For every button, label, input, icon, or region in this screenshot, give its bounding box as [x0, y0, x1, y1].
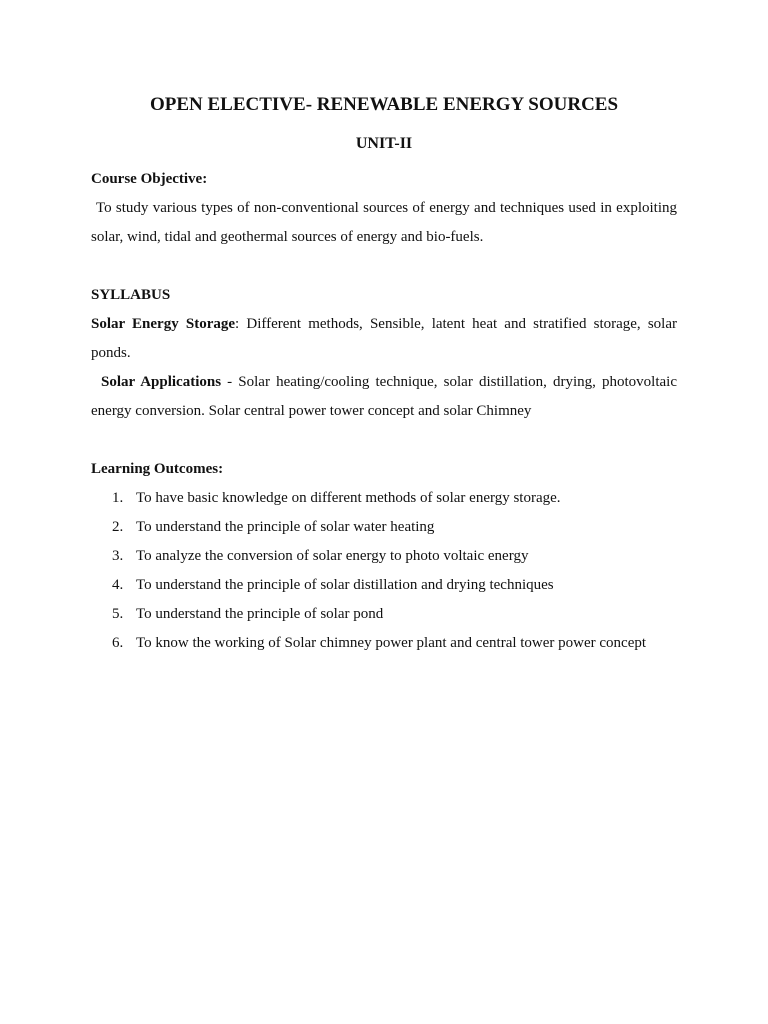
document-title: OPEN ELECTIVE- RENEWABLE ENERGY SOURCES	[149, 94, 619, 115]
list-item	[91, 629, 677, 658]
syllabus-item-term: Solar Applications	[101, 374, 222, 390]
list-item-text: To understand the principle of solar distillation and drying techniques	[136, 577, 554, 593]
learning-outcomes-list	[91, 484, 677, 658]
list-item	[91, 600, 677, 629]
list-item-text: To understand the principle of solar water heating	[136, 519, 435, 535]
list-item	[91, 571, 677, 600]
course-objective-heading: Course Objective:	[91, 171, 208, 187]
learning-outcomes-heading: Learning Outcomes:	[91, 461, 224, 477]
list-item-text: To analyze the conversion of solar energy to photo voltaic energy	[136, 548, 529, 564]
list-item-text: To have basic knowledge on different methods of solar energy storage.	[136, 490, 561, 506]
list-item-number: 6.	[112, 635, 124, 651]
unit-heading: UNIT-II	[355, 135, 413, 152]
syllabus-item	[91, 310, 677, 368]
list-item-number: 5.	[112, 606, 124, 622]
list-item-number: 3.	[112, 548, 124, 564]
list-item-number: 1.	[112, 490, 124, 506]
list-item-number: 2.	[112, 519, 124, 535]
spacer	[91, 426, 677, 455]
syllabus-item	[91, 368, 677, 426]
list-item-number: 4.	[112, 577, 124, 593]
syllabus-item-text: - Solar heating/cooling technique, solar distillation, drying, photovoltaic energy conversion. Solar central power tower concept and solar Chimney	[91, 374, 678, 419]
list-item-text: To know the working of Solar chimney power plant and central tower power concept	[136, 635, 647, 651]
syllabus-item-text: : Different methods, Sensible, latent heat and stratified storage, solar ponds.	[91, 316, 677, 361]
list-item	[91, 542, 677, 571]
list-item-text: To understand the principle of solar pond	[136, 606, 384, 622]
course-objective-text: To study various types of non-conventional sources of energy and techniques used in exploiting solar, wind, tidal and geothermal sources of energy and bio-fuels.	[91, 200, 677, 245]
list-item	[91, 513, 677, 542]
syllabus-heading: SYLLABUS	[91, 287, 171, 303]
document-body	[91, 165, 677, 658]
spacer	[91, 252, 677, 281]
syllabus-item-term: Solar Energy Storage	[91, 316, 236, 332]
list-item	[91, 484, 677, 513]
